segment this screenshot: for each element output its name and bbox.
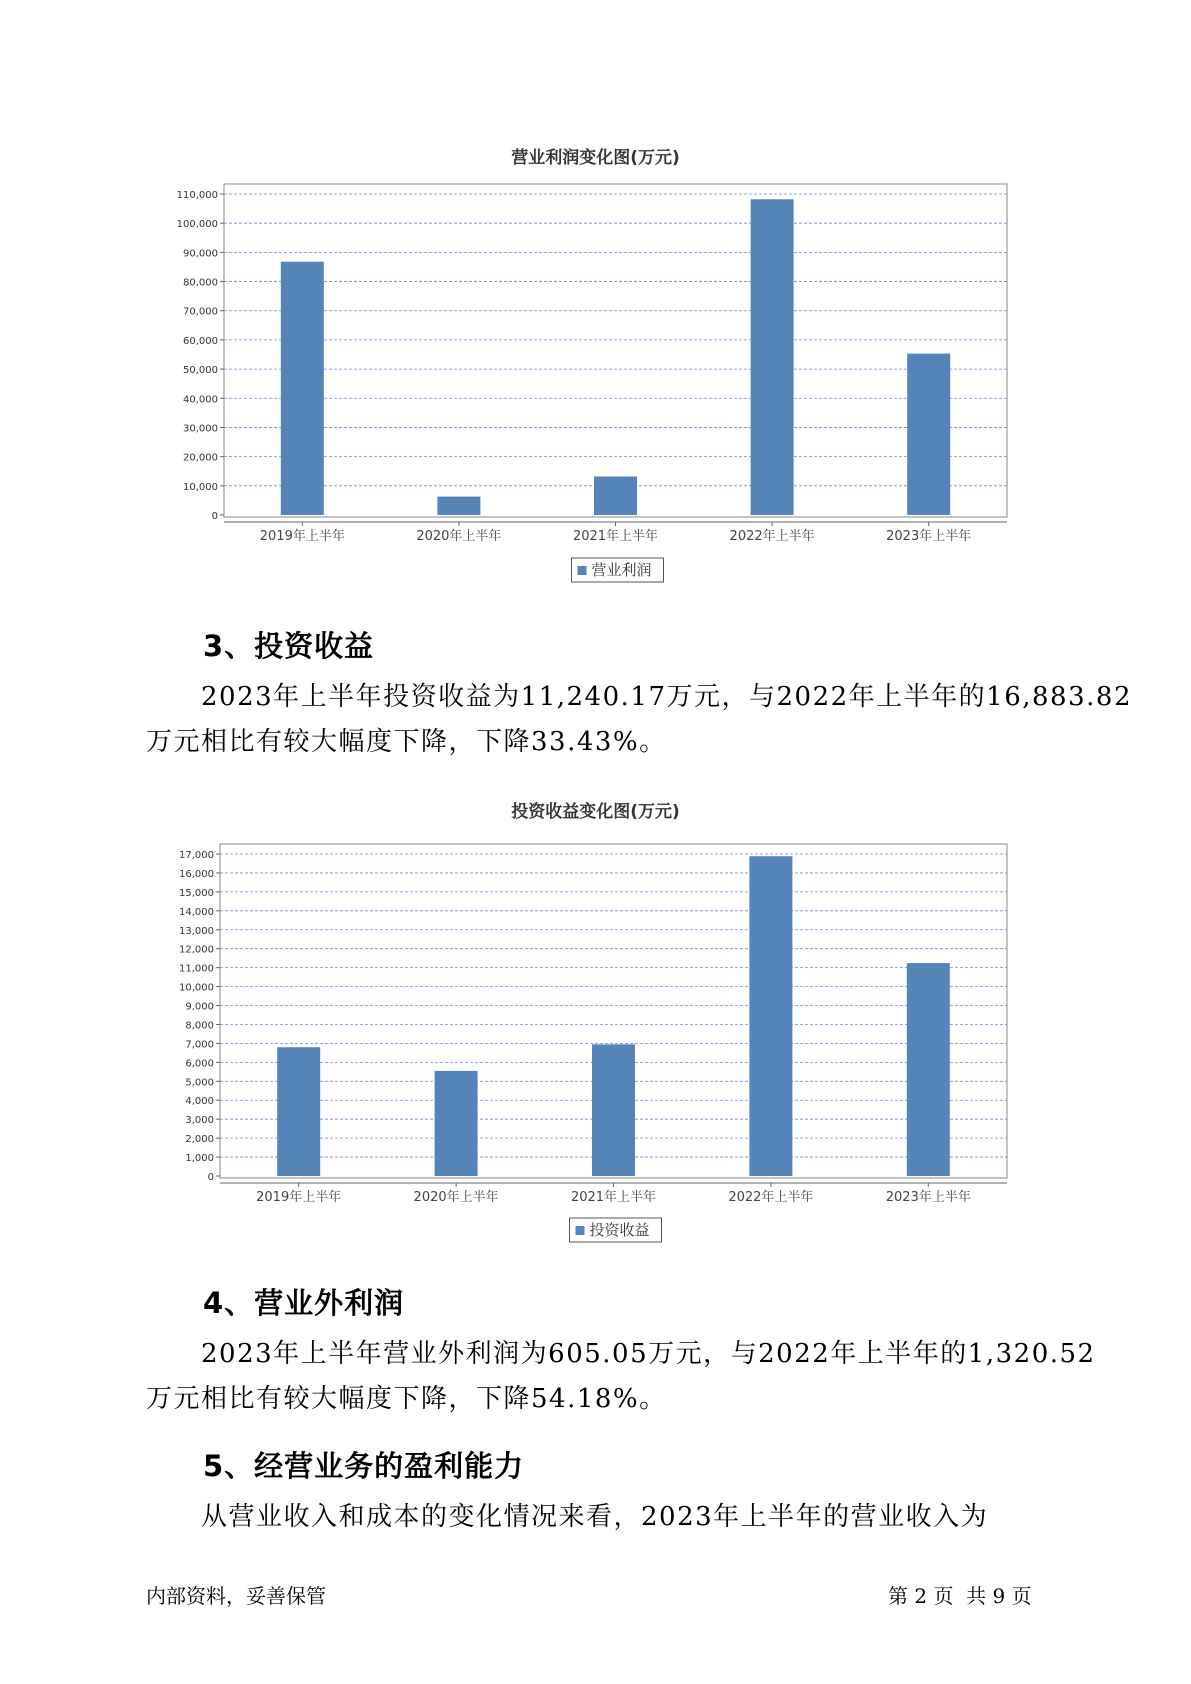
y-tick-label: 50,000 <box>183 365 218 377</box>
y-tick-label: 8,000 <box>185 1020 214 1032</box>
bar <box>277 1047 320 1176</box>
legend <box>572 558 664 582</box>
x-tick-label: 2021年上半年 <box>572 529 659 544</box>
bar <box>281 262 324 515</box>
y-tick-label: 17,000 <box>179 850 214 861</box>
x-tick-label: 2019年上半年 <box>256 1190 342 1205</box>
legend-label: 投资收益 <box>589 1221 650 1239</box>
x-tick-label: 2019年上半年 <box>259 529 345 544</box>
legend-swatch <box>576 1226 585 1235</box>
y-tick-label: 80,000 <box>183 277 218 289</box>
y-tick-label: 100,000 <box>176 219 218 231</box>
y-tick-label: 3,000 <box>185 1115 214 1127</box>
y-tick-label: 30,000 <box>183 423 218 435</box>
y-tick-label: 0 <box>207 1172 214 1183</box>
footer-page-number: 第 2 页 共 9 页 <box>888 1584 1032 1608</box>
investment-income-chart <box>0 830 1191 1250</box>
y-tick-label: 20,000 <box>183 452 218 464</box>
section-heading-profitability: 5、经营业务的盈利能力 <box>203 1449 525 1483</box>
y-tick-label: 90,000 <box>183 248 218 260</box>
paragraph-line: 从营业收入和成本的变化情况来看，2023年上半年的营业收入为 <box>201 1502 989 1532</box>
bar <box>907 354 950 515</box>
plot-area <box>224 184 1007 517</box>
x-tick-label: 2021年上半年 <box>570 1190 657 1205</box>
y-tick-label: 40,000 <box>183 394 218 406</box>
bar <box>435 1071 478 1176</box>
y-tick-label: 60,000 <box>183 335 218 347</box>
profitability-paragraph <box>146 1495 1086 1540</box>
x-tick-label: 2020年上半年 <box>413 1190 499 1205</box>
y-tick-label: 15,000 <box>179 887 214 899</box>
y-tick-label: 14,000 <box>179 906 214 918</box>
y-tick-label: 12,000 <box>179 944 214 956</box>
y-tick-label: 110,000 <box>176 190 218 201</box>
y-tick-label: 70,000 <box>183 306 218 318</box>
x-tick-label: 2022年上半年 <box>728 1190 814 1205</box>
paragraph-line: 万元相比有较大幅度下降，下降33.43%。 <box>146 727 667 757</box>
chart-title-investment-income: 投资收益变化图(万元) <box>511 802 680 822</box>
y-tick-label: 5,000 <box>185 1077 214 1089</box>
y-tick-label: 11,000 <box>179 963 214 975</box>
legend-label: 营业利润 <box>591 561 652 579</box>
section-heading-non-operating-profit: 4、营业外利润 <box>203 1286 405 1320</box>
investment-income-paragraph <box>146 675 1132 765</box>
y-tick-label: 16,000 <box>179 868 214 880</box>
paragraph-line: 万元相比有较大幅度下降，下降54.18%。 <box>146 1384 667 1414</box>
paragraph-line: 2023年上半年投资收益为11,240.17万元，与2022年上半年的16,883.82 <box>201 682 1132 712</box>
y-tick-label: 10,000 <box>183 481 218 493</box>
y-tick-label: 1,000 <box>185 1153 214 1165</box>
footer-confidential-note: 内部资料，妥善保管 <box>146 1584 326 1608</box>
legend-swatch <box>578 566 587 575</box>
non-operating-profit-paragraph <box>146 1332 1096 1422</box>
y-tick-label: 6,000 <box>185 1058 214 1070</box>
y-tick-label: 0 <box>211 511 218 522</box>
section-heading-investment-income: 3、投资收益 <box>203 629 375 663</box>
y-tick-label: 10,000 <box>179 982 214 994</box>
bar <box>594 476 637 515</box>
y-tick-label: 2,000 <box>185 1134 214 1146</box>
bar <box>749 856 792 1176</box>
paragraph-line: 2023年上半年营业外利润为605.05万元，与2022年上半年的1,320.52 <box>201 1339 1096 1369</box>
x-tick-label: 2020年上半年 <box>416 529 502 544</box>
y-tick-label: 7,000 <box>185 1039 214 1051</box>
bar <box>907 963 950 1176</box>
x-tick-label: 2022年上半年 <box>729 529 815 544</box>
bar <box>437 497 480 515</box>
y-tick-label: 9,000 <box>185 1001 214 1013</box>
legend <box>570 1218 662 1242</box>
chart-title-operating-profit: 营业利润变化图(万元) <box>511 148 680 168</box>
x-tick-label: 2023年上半年 <box>886 529 972 544</box>
operating-profit-chart <box>0 170 1191 590</box>
bar <box>592 1044 635 1176</box>
x-tick-label: 2023年上半年 <box>885 1190 971 1205</box>
y-tick-label: 4,000 <box>185 1096 214 1108</box>
bar <box>751 199 794 515</box>
y-tick-label: 13,000 <box>179 925 214 937</box>
